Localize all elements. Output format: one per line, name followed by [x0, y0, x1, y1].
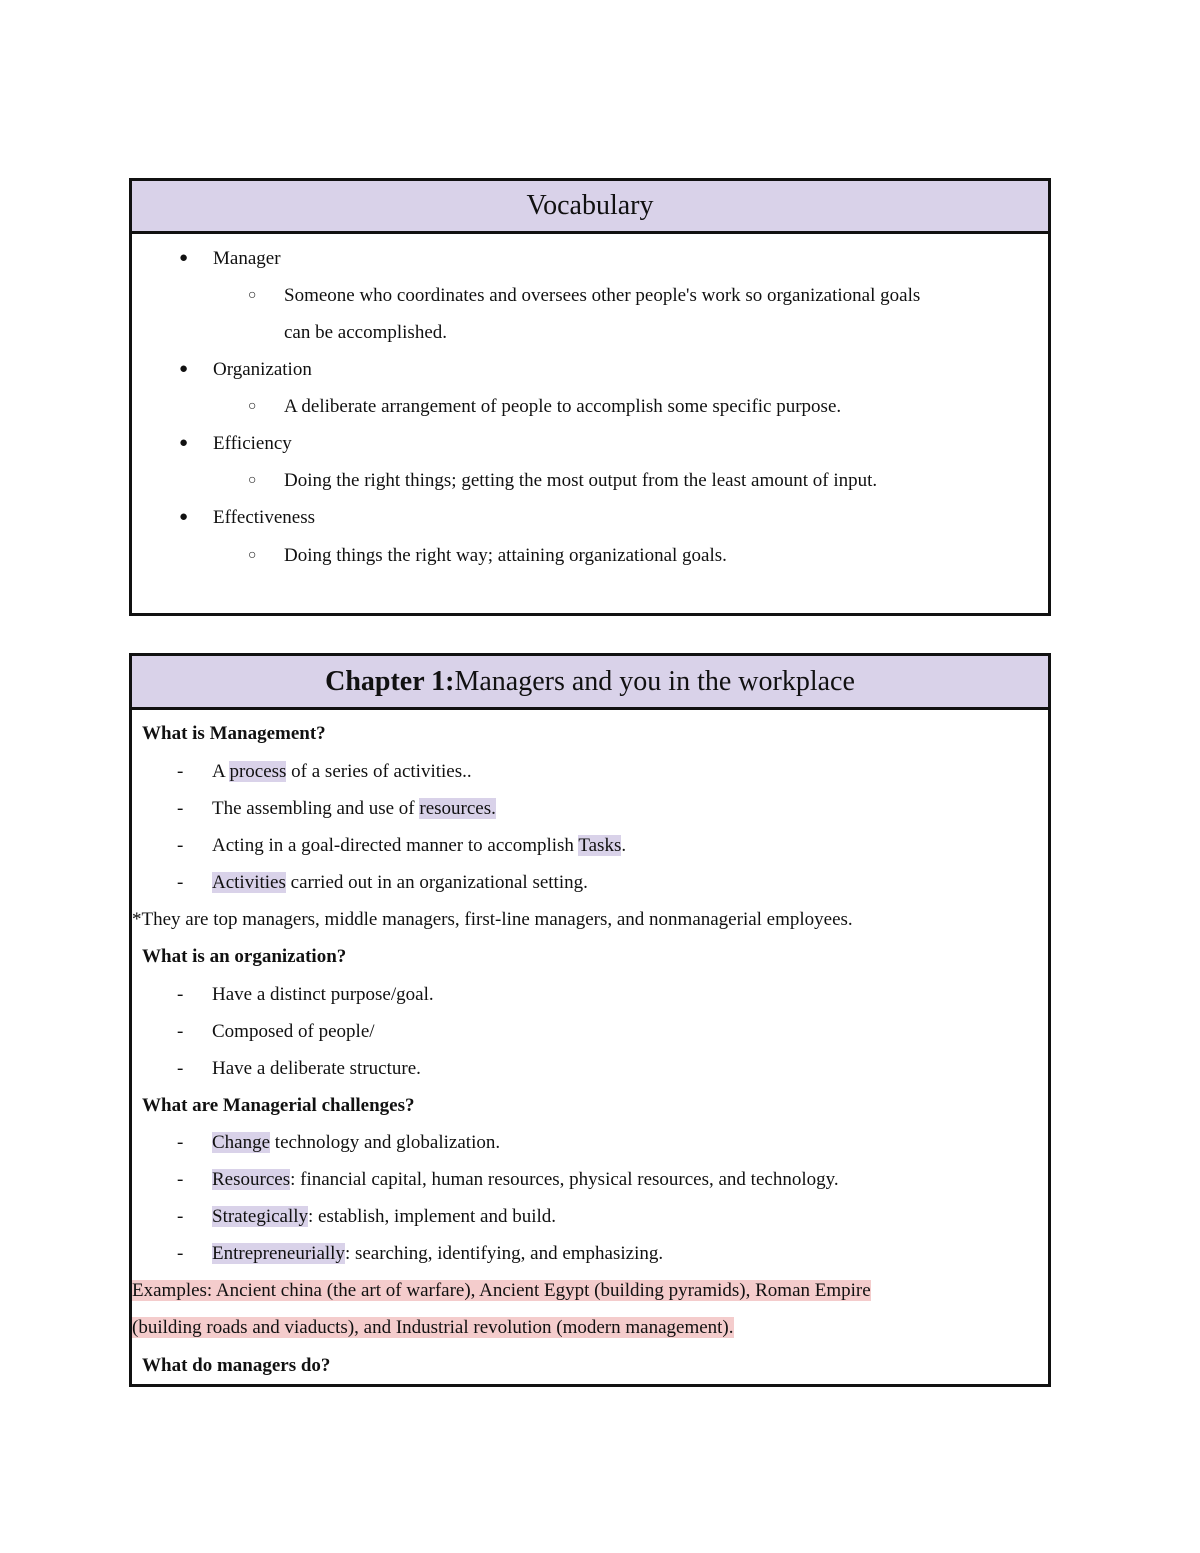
definition-effectiveness: Doing things the right way; attaining organizational goals.	[284, 545, 727, 566]
dash-bullet: -	[177, 798, 184, 819]
challenge-item-post: : searching, identifying, and emphasizing.	[344, 1243, 664, 1264]
list-item	[132, 1235, 1048, 1272]
chapter1-title	[132, 656, 1048, 710]
examples-highlight: Examples: Ancient china (the art of warfare), Ancient Egypt (building pyramids), Roman Empire	[132, 1280, 871, 1301]
highlight: resources.	[419, 798, 496, 819]
filled-bullet-icon: ●	[179, 361, 189, 377]
list-item	[132, 1013, 1048, 1050]
challenge-item-text	[212, 1124, 500, 1161]
mgmt-item-post: of a series of activities..	[286, 761, 472, 782]
challenge-item-text	[212, 1198, 556, 1235]
highlight: Resources	[212, 1169, 291, 1190]
dash-bullet: -	[177, 1169, 184, 1190]
mgmt-item-text	[212, 827, 626, 864]
examples-line-2	[132, 1309, 734, 1346]
dash-bullet: -	[177, 1058, 184, 1079]
highlight: Change	[212, 1132, 271, 1153]
mgmt-item-post: carried out in an organizational setting.	[285, 872, 588, 893]
dash-bullet: -	[177, 984, 184, 1005]
question-what-do-managers-do: What do managers do?	[142, 1355, 331, 1376]
question-what-is-organization: What is an organization?	[142, 946, 347, 967]
list-item	[132, 1198, 1048, 1235]
chapter1-box	[129, 653, 1051, 1387]
highlight: Activities	[212, 872, 286, 893]
mgmt-item-pre: A	[212, 761, 230, 782]
list-item	[132, 827, 1048, 864]
mgmt-item-pre: Acting in a goal-directed manner to accomplish	[212, 835, 579, 856]
hollow-bullet-icon: ○	[248, 288, 257, 303]
definition-manager-cont: can be accomplished.	[284, 322, 448, 343]
term-manager: Manager	[213, 248, 281, 269]
filled-bullet-icon: ●	[179, 509, 189, 525]
org-item: Composed of people/	[212, 1021, 375, 1042]
org-item: Have a distinct purpose/goal.	[212, 984, 434, 1005]
examples-line-1	[132, 1272, 871, 1309]
definition-efficiency: Doing the right things; getting the most output from the least amount of input.	[284, 470, 878, 491]
dash-bullet: -	[177, 835, 184, 856]
mgmt-item-pre: The assembling and use of	[212, 798, 420, 819]
dash-bullet: -	[177, 761, 184, 782]
term-efficiency: Efficiency	[213, 433, 292, 454]
dash-bullet: -	[177, 1206, 184, 1227]
challenge-item-text	[212, 1161, 839, 1198]
dash-bullet: -	[177, 1243, 184, 1264]
mgmt-item-text	[212, 864, 588, 901]
list-item	[132, 790, 1048, 827]
hollow-bullet-icon: ○	[248, 473, 257, 488]
list-item	[132, 1161, 1048, 1198]
highlight: process	[229, 761, 287, 782]
list-item	[132, 1050, 1048, 1087]
term-organization: Organization	[213, 359, 312, 380]
definition-organization: A deliberate arrangement of people to accomplish some specific purpose.	[284, 396, 842, 417]
challenge-item-post: : financial capital, human resources, physical resources, and technology.	[290, 1169, 839, 1190]
vocabulary-box	[129, 178, 1051, 616]
dash-bullet: -	[177, 1132, 184, 1153]
mgmt-item-text	[212, 753, 472, 790]
management-note: *They are top managers, middle managers, first-line managers, and nonmanagerial employees.	[132, 909, 853, 930]
term-effectiveness: Effectiveness	[213, 507, 315, 528]
mgmt-item-post: .	[621, 835, 627, 856]
question-managerial-challenges: What are Managerial challenges?	[142, 1095, 415, 1116]
vocabulary-title: Vocabulary	[132, 181, 1048, 234]
highlight: Tasks	[578, 835, 622, 856]
question-what-is-management: What is Management?	[142, 723, 326, 744]
hollow-bullet-icon: ○	[248, 399, 257, 414]
hollow-bullet-icon: ○	[248, 548, 257, 563]
chapter1-title-bold: Chapter 1:	[325, 666, 455, 697]
list-item	[132, 753, 1048, 790]
list-item	[132, 1124, 1048, 1161]
challenge-item-post: technology and globalization.	[270, 1132, 501, 1153]
highlight: Strategically	[212, 1206, 309, 1227]
dash-bullet: -	[177, 872, 184, 893]
mgmt-item-text	[212, 790, 496, 827]
dash-bullet: -	[177, 1021, 184, 1042]
filled-bullet-icon: ●	[179, 250, 189, 266]
chapter1-title-rest: Managers and you in the workplace	[454, 666, 855, 697]
org-item: Have a deliberate structure.	[212, 1058, 421, 1079]
examples-highlight: (building roads and viaducts), and Industrial revolution (modern management).	[132, 1317, 734, 1338]
filled-bullet-icon: ●	[179, 435, 189, 451]
definition-manager: Someone who coordinates and oversees other people's work so organizational goals	[284, 285, 921, 306]
list-item	[132, 864, 1048, 901]
challenge-item-text	[212, 1235, 663, 1272]
list-item	[132, 976, 1048, 1013]
highlight: Entrepreneurially	[212, 1243, 345, 1264]
challenge-item-post: : establish, implement and build.	[308, 1206, 557, 1227]
